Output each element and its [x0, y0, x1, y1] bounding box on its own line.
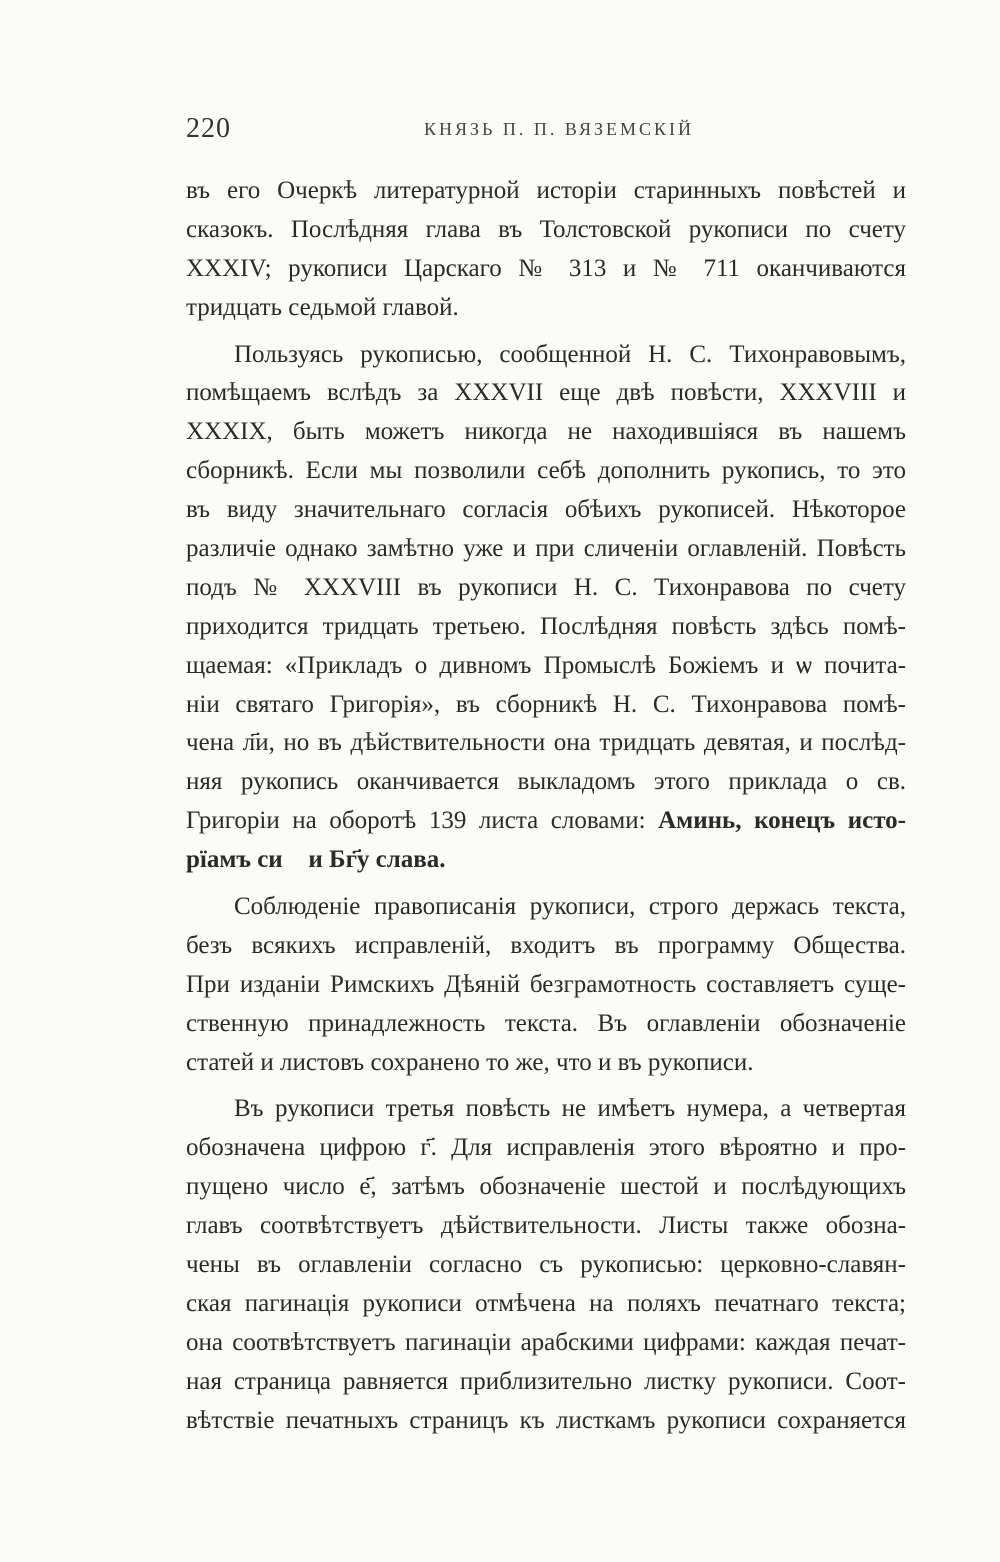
text-line: сказокъ. Послѣдняя глава въ Толстовской рукописи по счету: [186, 215, 906, 243]
text-line: Въ рукописи третья повѣсть не имѣетъ нумера, а четвертая: [234, 1095, 906, 1123]
text-line: въ его Очеркѣ литературной исторіи старинныхъ повѣстей и: [186, 177, 906, 204]
page-header: [186, 113, 906, 153]
text-line: Григоріи на оборотѣ 139 листа словами: Аминь, конецъ исто-: [186, 807, 906, 835]
text-line: ніи святаго Григорія», въ сборникѣ Н. С. Тихонравова помѣ-: [186, 690, 906, 718]
body-text: [186, 172, 906, 1441]
text-line: подъ № XXXVIII въ рукописи Н. С. Тихонравова по счету: [186, 573, 906, 601]
text-line: въ виду значительнаго согласія обѣихъ рукописей. Нѣкоторое: [186, 496, 906, 524]
text-line: ская пагинація рукописи отмѣчена на поляхъ печатнаго текста;: [186, 1289, 906, 1317]
running-title: КНЯЗЬ П. П. ВЯЗЕМСКІЙ: [424, 119, 694, 139]
text-line: статей и листовъ сохранено то же, что и въ рукописи.: [186, 1048, 754, 1076]
text-line: чена л҃и, но въ дѣйствительности она тридцать девятая, и послѣд-: [186, 729, 906, 757]
text-line: главъ соотвѣтствуетъ дѣйствительности. Листы также обозна-: [186, 1212, 906, 1240]
text-line: чены въ оглавленіи согласно съ рукописью: церковно-славян-: [186, 1251, 906, 1279]
paragraph-gap: [186, 880, 906, 888]
text-line: щаемая: «Прикладъ о дивномъ Промыслѣ Божіемъ и ѡ почита-: [186, 651, 906, 679]
text-line: При изданіи Римскихъ Дѣяній безграмотность составляетъ суще-: [186, 970, 906, 998]
text-line: вѣтствіе печатныхъ страницъ къ листкамъ рукописи сохраняется: [186, 1406, 906, 1434]
text-line: обозначена цифрою г҃. Для исправленія этого вѣроятно и про-: [186, 1134, 906, 1162]
text-line: она соотвѣтствуетъ пагинаціи арабскими цифрами: каждая печат-: [186, 1328, 906, 1356]
text-line: [186, 841, 906, 880]
text-line: тридцать седьмой главой.: [186, 293, 459, 321]
text-line: приходится тридцать третьею. Послѣдняя повѣсть здѣсь помѣ-: [186, 612, 906, 640]
text-line: безъ всякихъ исправленій, входитъ въ программу Общества.: [186, 931, 906, 959]
text-line: XXXIX, быть можетъ никогда не находившіяся въ нашемъ: [186, 418, 906, 446]
text-line: ная страница равняется приблизительно листку рукописи. Соот-: [186, 1367, 906, 1395]
paragraph-gap: [186, 1082, 906, 1090]
text-line: няя рукопись оканчивается выкладомъ этого приклада о св.: [186, 768, 906, 796]
slavonic-quote: рїамъ сиⷨ и Бг҃у слава.: [186, 846, 446, 874]
text-line: XXXIV; рукописи Царскаго № 313 и № 711 оканчиваются: [186, 254, 906, 282]
paragraph-gap: [186, 328, 906, 336]
text-line: различіе однако замѣтно уже и при сличеніи оглавленій. Повѣсть: [186, 535, 906, 563]
page-number: 220: [186, 113, 231, 144]
slavonic-quote: Аминь, конецъ исто-: [658, 807, 906, 835]
text-line: Соблюденіе правописанія рукописи, строго держась текста,: [234, 893, 906, 921]
text-line: пущено число е҃, затѣмъ обозначеніе шестой и послѣдующихъ: [186, 1173, 906, 1201]
text-line: помѣщаемъ вслѣдъ за XXXVII еще двѣ повѣсти, XXXVIII и: [186, 379, 906, 407]
text-line: Пользуясь рукописью, сообщенной Н. С. Тихонравовымъ,: [234, 340, 906, 368]
text-line: ственную принадлежность текста. Въ оглавленіи обозначеніе: [186, 1009, 906, 1037]
text-line: сборникѣ. Если мы позволили себѣ дополнить рукопись, то это: [186, 457, 906, 485]
